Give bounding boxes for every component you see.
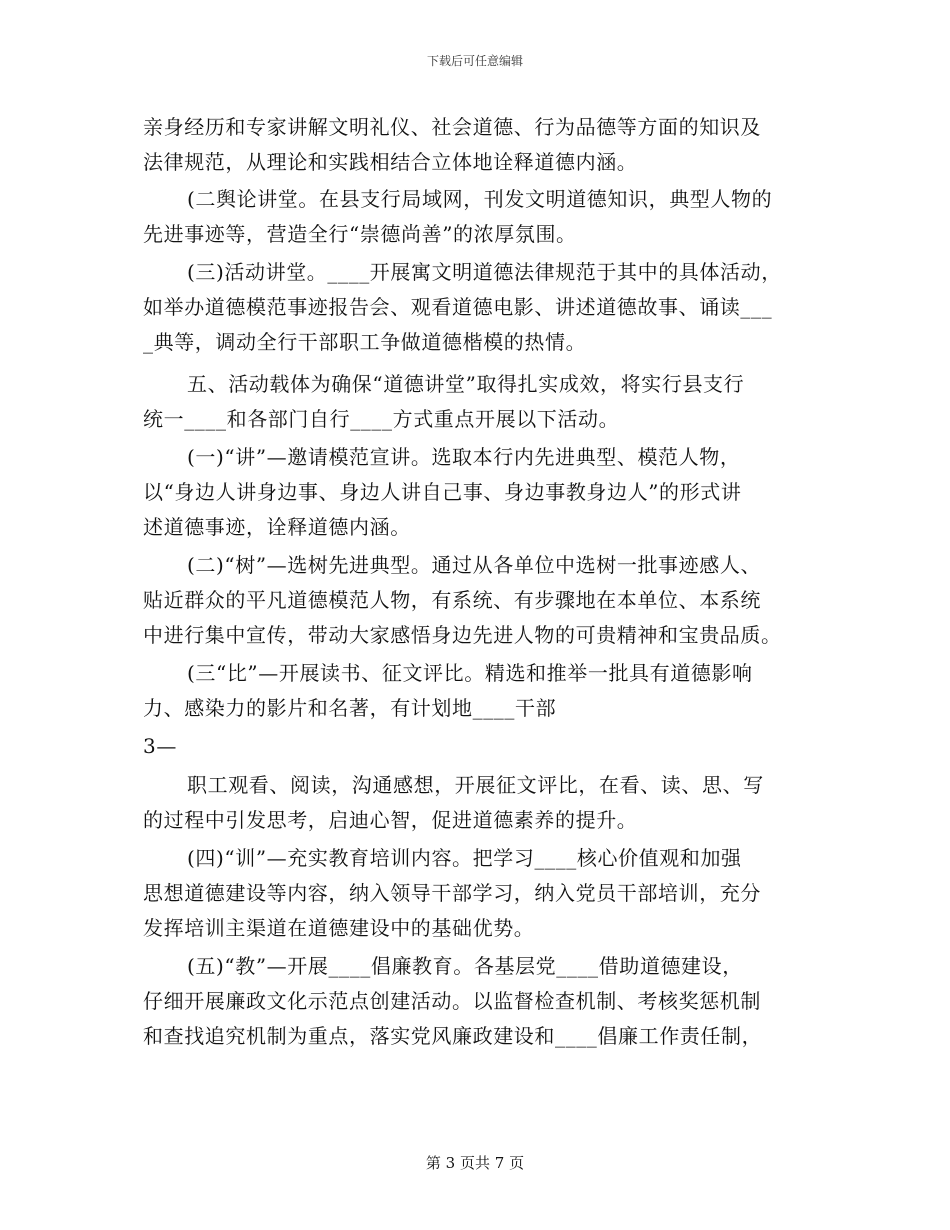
text-line: 和查找追究机制为重点，落实党风廉政建设和____倡廉工作责任制， xyxy=(143,1024,763,1048)
text-line: (二)“树”—选树先进典型。通过从各单位中选树一批事迹感人、 xyxy=(187,553,762,577)
text-line: 中进行集中宣传，带动大家感悟身边先进人物的可贵精神和宝贵品质。 xyxy=(143,623,782,647)
text-line: 法律规范，从理论和实践相结合立体地诠释道德内涵。 xyxy=(143,150,638,174)
text-line: 统一____和各部门自行____方式重点开展以下活动。 xyxy=(143,407,620,431)
page-footer: 第 3 页共 7 页 xyxy=(425,1154,525,1172)
text-line: 的过程中引发思考，启迪心智，促进道德素养的提升。 xyxy=(143,808,638,832)
text-line: 以“身边人讲身边事、身边人讲自己事、身边事教身边人”的形式讲 xyxy=(143,480,742,504)
text-line: 如举办道德模范事迹报告会、观看道德电影、讲述道德故事、诵读___ xyxy=(143,295,773,319)
text-line: 仔细开展廉政文化示范点创建活动。以监督检查机制、考核奖惩机制 xyxy=(143,989,761,1013)
text-line: (二舆论讲堂。在县支行局域网，刊发文明道德知识，典型人物的 xyxy=(187,187,773,211)
text-line: 力、感染力的影片和名著，有计划地____干部 xyxy=(143,696,557,720)
text-line: (三)活动讲堂。____开展寓文明道德法律规范于其中的具体活动， xyxy=(187,260,782,284)
text-line: 先进事迹等，营造全行“崇德尚善”的浓厚氛围。 xyxy=(143,222,577,246)
text-line: 职工观看、阅读，沟通感想，开展征文评比，在看、读、思、写 xyxy=(187,773,764,797)
text-line: 述道德事迹，诠释道德内涵。 xyxy=(143,515,411,539)
text-line: (三“比”—开展读书、征文评比。精选和推举一批具有道德影响 xyxy=(187,661,753,685)
text-line: 亲身经历和专家讲解文明礼仪、社会道德、行为品德等方面的知识及 xyxy=(143,115,761,139)
text-line: 发挥培训主渠道在道德建设中的基础优势。 xyxy=(143,916,535,940)
section-heading-line: 五、活动载体为确保“道德讲堂”取得扎实成效，将实行县支行 xyxy=(187,372,745,396)
text-line: _典等，调动全行干部职工争做道德楷模的热情。 xyxy=(143,330,587,354)
text-line: (一)“讲”—邀请模范宣讲。选取本行内先进典型、模范人物， xyxy=(187,445,741,469)
text-line: 贴近群众的平凡道德模范人物，有系统、有步骤地在本单位、本系统 xyxy=(143,588,761,612)
page-header: 下载后可任意编辑 xyxy=(426,54,523,68)
text-line: (四)“训”—充实教育培训内容。把学习____核心价值观和加强 xyxy=(187,846,742,870)
inline-page-marker: 3— xyxy=(143,734,177,758)
text-line: 思想道德建设等内容，纳入领导干部学习，纳入党员干部培训，充分 xyxy=(143,881,761,905)
text-line: (五)“教”—开展____倡廉教育。各基层党____借助道德建设， xyxy=(187,954,743,978)
